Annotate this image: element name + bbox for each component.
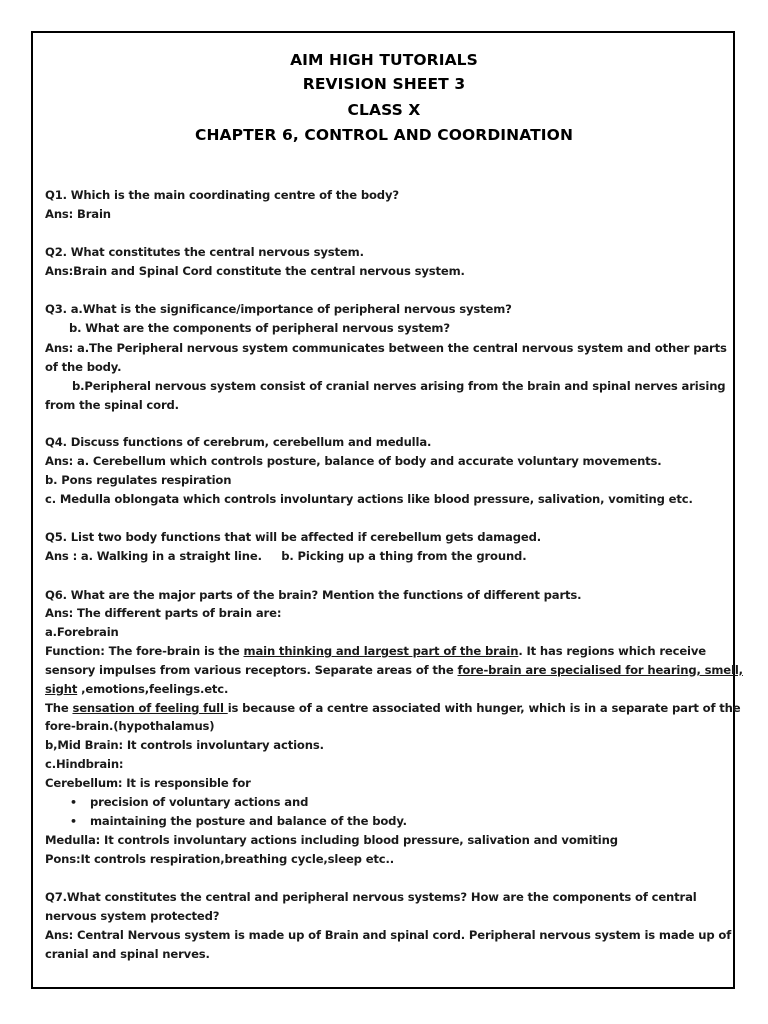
sheet-title: REVISION SHEET 3 xyxy=(302,75,466,93)
q4-answer-c: c. Medulla oblongata which controls involuntary actions like blood pressure, salivation, vomiting etc. xyxy=(45,492,693,506)
bullet-icon: • xyxy=(70,796,78,809)
q4-answer-b: b. Pons regulates respiration xyxy=(45,473,232,487)
fullness-underlined-text: sensation of feeling full xyxy=(72,701,228,715)
q7-answer-line1: Ans: Central Nervous system is made up of Brain and spinal cord. Peripheral nervous system is made up of xyxy=(45,928,732,942)
q6-midbrain: b,Mid Brain: It controls involuntary actions. xyxy=(45,738,324,752)
function-underlined-text: fore-brain are specialised for hearing, smell, xyxy=(457,663,743,677)
q7-question-line1: Q7.What constitutes the central and peripheral nervous systems? How are the components of central xyxy=(45,890,697,904)
q6-function-line1 xyxy=(45,642,706,661)
q5-question: Q5. List two body functions that will be affected if cerebellum gets damaged. xyxy=(45,530,541,544)
q4-answer-a: Ans: a. Cerebellum which controls posture, balance of body and accurate voluntary movements. xyxy=(45,454,662,468)
function-underlined-text: main thinking and largest part of the brain xyxy=(243,644,519,658)
q1-answer: Ans: Brain xyxy=(45,207,111,221)
function-underlined-text: sight xyxy=(45,682,78,696)
q3-answer-b-line2: from the spinal cord. xyxy=(45,398,179,412)
q6-hindbrain: c.Hindbrain: xyxy=(45,757,124,771)
q2-answer: Ans:Brain and Spinal Cord constitute the central nervous system. xyxy=(45,264,465,278)
q4-question: Q4. Discuss functions of cerebrum, cerebellum and medulla. xyxy=(45,435,432,449)
bullet-icon: • xyxy=(70,815,78,828)
q6-bullet-1: precision of voluntary actions and xyxy=(90,795,309,809)
q6-forebrain-title: a.Forebrain xyxy=(45,625,119,639)
q3-answer-b-line1: b.Peripheral nervous system consist of cranial nerves arising from the brain and spinal nerves arising xyxy=(72,379,726,393)
q7-answer-line2: cranial and spinal nerves. xyxy=(45,947,210,961)
q2-question: Q2. What constitutes the central nervous system. xyxy=(45,245,364,259)
function-text: sensory impulses from various receptors. Separate areas of the xyxy=(45,663,458,677)
chapter-title: CHAPTER 6, CONTROL AND COORDINATION xyxy=(194,126,574,144)
fullness-text: is because of a centre associated with hunger, which is in a separate part of the xyxy=(227,701,741,715)
class-title: CLASS X xyxy=(347,101,421,119)
function-text: ,emotions,feelings.etc. xyxy=(77,682,229,696)
q3-question-b: b. What are the components of peripheral nervous system? xyxy=(69,321,450,335)
q6-fullness-line2: fore-brain.(hypothalamus) xyxy=(45,719,215,733)
q5-answer: Ans : a. Walking in a straight line. b. Picking up a thing from the ground. xyxy=(45,549,527,563)
q6-medulla: Medulla: It controls involuntary actions including blood pressure, salivation and vomiting xyxy=(45,833,618,847)
q6-bullet-2: maintaining the posture and balance of the body. xyxy=(90,814,407,828)
function-text: Function: The fore-brain is the xyxy=(45,644,244,658)
q6-fullness-line1 xyxy=(45,699,740,718)
q6-cerebellum: Cerebellum: It is responsible for xyxy=(45,776,251,790)
q3-question-a: Q3. a.What is the significance/importance of peripheral nervous system? xyxy=(45,302,512,316)
q6-function-line3 xyxy=(45,680,228,699)
function-text: . It has regions which receive xyxy=(518,644,706,658)
q3-answer-a-line2: of the body. xyxy=(45,360,122,374)
q6-pons: Pons:It controls respiration,breathing cycle,sleep etc.. xyxy=(45,852,395,866)
institute-title: AIM HIGH TUTORIALS xyxy=(290,51,478,69)
q6-question: Q6. What are the major parts of the brain? Mention the functions of different parts. xyxy=(45,588,582,602)
q3-answer-a-line1: Ans: a.The Peripheral nervous system communicates between the central nervous system and other parts xyxy=(45,341,727,355)
q1-question: Q1. Which is the main coordinating centre of the body? xyxy=(45,188,399,202)
q6-answer-intro: Ans: The different parts of brain are: xyxy=(45,606,282,620)
q6-function-line2 xyxy=(45,661,743,680)
fullness-text: The xyxy=(45,701,73,715)
q7-question-line2: nervous system protected? xyxy=(45,909,220,923)
